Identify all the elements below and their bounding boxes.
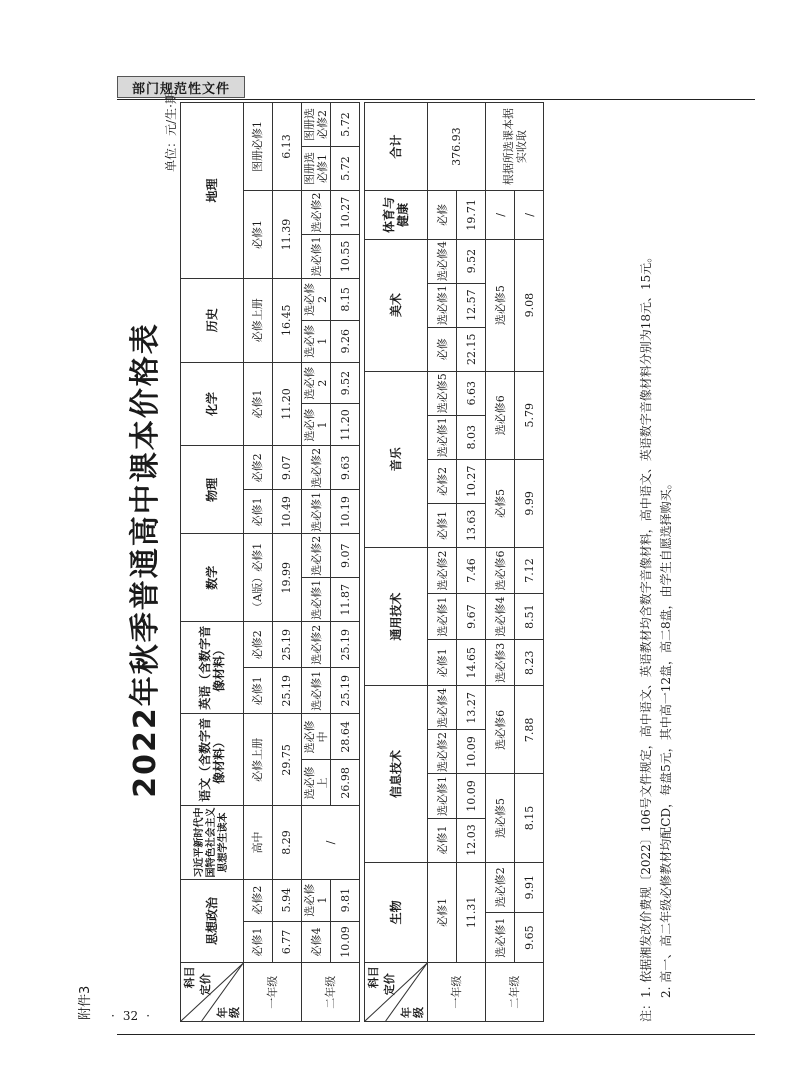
subject-header: 美术 <box>365 239 428 371</box>
footnotes <box>636 102 676 1022</box>
course-cell: 选必修1 <box>302 490 331 534</box>
course-cell: 必修1 <box>428 640 457 686</box>
course-cell: 选必修2 <box>302 622 331 668</box>
course-cell: 选必修4 <box>428 686 457 730</box>
price-cell: 5.94 <box>273 879 302 921</box>
price-cell: 25.19 <box>273 622 302 668</box>
course-cell: 选必修1 <box>302 578 331 622</box>
price-cell: 29.75 <box>273 714 302 806</box>
price-cell: 10.55 <box>331 234 360 278</box>
course-cell: 选必修2 <box>302 534 331 578</box>
price-cell: 11.87 <box>331 578 360 622</box>
price-cell: 9.65 <box>515 912 544 962</box>
course-cell: 选必修1 <box>428 415 457 459</box>
course-cell: 选必修1 <box>302 668 331 714</box>
subject-header: 合计 <box>365 103 428 191</box>
course-cell: 选必修1 <box>428 594 457 640</box>
course-cell: 图册必修1 <box>244 103 273 191</box>
price-cell: 7.88 <box>515 686 544 774</box>
subject-header: 通用技术 <box>365 547 428 685</box>
price-cell: 16.45 <box>273 278 302 362</box>
price-cell: 7.12 <box>515 547 544 593</box>
course-cell: 图册选必修2 <box>302 103 331 147</box>
table-corner: 科目 定价 年 级 <box>181 963 244 1022</box>
footnote: 2. 高一、高二年级必修教材均配CD，每盘5元，其中高一12盘，高二8盘，由学生自愿选择购买。 <box>659 477 673 998</box>
price-cell: 10.27 <box>457 459 486 503</box>
course-cell: 选必修6 <box>486 371 515 459</box>
subject-header: 思想政治 <box>181 879 244 963</box>
course-cell: 选必修1 <box>302 879 331 921</box>
course-cell: 选必修2 <box>302 278 331 320</box>
price-cell: 11.31 <box>457 862 486 963</box>
course-cell: 必修1 <box>244 490 273 534</box>
subject-header: 习近平新时代中国特色社会主义思想学生读本 <box>181 806 244 879</box>
price-cell: 25.19 <box>331 622 360 668</box>
rotated-page <box>70 90 695 1030</box>
course-cell: 选必修5 <box>486 239 515 371</box>
page-title: 2022年秋季普通高中课本价格表 <box>128 322 163 798</box>
course-cell: 必修上册 <box>244 278 273 362</box>
price-cell: 10.09 <box>457 774 486 818</box>
price-cell: 5.79 <box>515 371 544 459</box>
course-cell: 选必修1 <box>302 320 331 362</box>
course-cell: 必修2 <box>244 622 273 668</box>
course-cell: 选必修2 <box>486 862 515 912</box>
course-cell: 必修 <box>428 191 457 239</box>
course-cell: 选必修2 <box>302 362 331 404</box>
grade-label: 一年级 <box>428 963 486 1022</box>
course-cell: 选必修2 <box>302 190 331 234</box>
price-cell: 9.63 <box>331 446 360 490</box>
total-note: 根据所选课本据实收取 <box>486 103 544 191</box>
course-cell: 选必修上 <box>302 760 331 806</box>
price-cell: / <box>515 191 544 239</box>
footnote: 注：1. 依据湘发改价费规〔2022〕106号文件规定，高中语文、英语教材均含数字音像材料，高中语文、英语数字音像材料分别为18元、15元。 <box>639 250 653 1022</box>
subject-header: 音乐 <box>365 371 428 547</box>
price-cell: 11.20 <box>331 404 360 446</box>
price-cell: 10.27 <box>331 190 360 234</box>
price-cell: 9.52 <box>457 239 486 283</box>
course-cell: 必修1 <box>244 921 273 963</box>
subject-header: 地理 <box>181 103 244 279</box>
price-cell: 8.29 <box>273 806 302 879</box>
annex-label: 附件3 <box>78 985 93 1020</box>
price-cell: 19.71 <box>457 191 486 239</box>
price-cell: 9.26 <box>331 320 360 362</box>
price-cell: 10.49 <box>273 490 302 534</box>
price-cell: 9.08 <box>515 239 544 371</box>
price-cell: 14.65 <box>457 640 486 686</box>
course-cell: 选必修1 <box>302 404 331 446</box>
price-cell: 9.91 <box>515 862 544 912</box>
price-cell: 5.72 <box>331 103 360 147</box>
price-cell: 8.51 <box>515 594 544 640</box>
course-cell: 高中 <box>244 806 273 879</box>
price-cell: 8.03 <box>457 415 486 459</box>
price-cell: 9.67 <box>457 594 486 640</box>
page-number: · 32 · <box>111 1009 150 1023</box>
course-cell: 必修5 <box>486 459 515 547</box>
course-cell: 选必修2 <box>428 730 457 774</box>
subject-header: 物理 <box>181 446 244 534</box>
course-cell: / <box>486 191 515 239</box>
price-cell: 25.19 <box>331 668 360 714</box>
price-table-1 <box>180 102 360 1022</box>
price-cell: 8.15 <box>331 278 360 320</box>
course-cell: 必修4 <box>302 921 331 963</box>
price-cell: 7.46 <box>457 547 486 593</box>
course-cell: 必修上册 <box>244 714 273 806</box>
course-cell: 选必修2 <box>302 446 331 490</box>
section-banner: 部门规范性文件 <box>117 76 245 98</box>
footer-rule <box>117 1034 755 1035</box>
subject-header: 体育与健康 <box>365 191 428 239</box>
course-cell: 选必修2 <box>428 547 457 593</box>
subject-header: 数学 <box>181 534 244 622</box>
grade-label: 二年级 <box>486 963 544 1022</box>
course-cell: 图册选必修1 <box>302 147 331 191</box>
course-cell: 选必修6 <box>486 686 515 774</box>
price-cell: 6.63 <box>457 371 486 415</box>
course-cell: 选必修1 <box>302 234 331 278</box>
subject-header: 化学 <box>181 362 244 446</box>
price-tables <box>180 102 544 1022</box>
price-cell: 9.07 <box>273 446 302 490</box>
course-cell: 必修2 <box>428 459 457 503</box>
subject-header: 生物 <box>365 862 428 963</box>
price-cell: 6.13 <box>273 103 302 191</box>
price-cell: 9.52 <box>331 362 360 404</box>
price-cell: 9.07 <box>331 534 360 578</box>
grade-label: 一年级 <box>244 963 302 1022</box>
price-cell: 13.27 <box>457 686 486 730</box>
course-cell: （A版）必修1 <box>244 534 273 622</box>
unit-label: 单位：元/生·期 <box>164 92 178 172</box>
price-cell: 13.63 <box>457 503 486 547</box>
course-cell: 必修1 <box>244 362 273 446</box>
price-cell: 12.57 <box>457 283 486 327</box>
price-table-2 <box>364 102 544 1022</box>
price-cell: 26.98 <box>331 760 360 806</box>
course-cell: / <box>302 806 360 879</box>
price-cell: 9.99 <box>515 459 544 547</box>
course-cell: 选必修中 <box>302 714 331 760</box>
course-cell: 必修1 <box>428 818 457 862</box>
course-cell: 选必修6 <box>486 547 515 593</box>
price-cell: 6.77 <box>273 921 302 963</box>
price-cell: 10.09 <box>457 730 486 774</box>
course-cell: 必修 <box>428 327 457 371</box>
course-cell: 必修1 <box>428 503 457 547</box>
price-cell: 22.15 <box>457 327 486 371</box>
price-cell: 19.99 <box>273 534 302 622</box>
subject-header: 英语（含数字音像材料） <box>181 622 244 714</box>
price-cell: 28.64 <box>331 714 360 760</box>
course-cell: 选必修3 <box>486 640 515 686</box>
course-cell: 必修1 <box>428 862 457 963</box>
course-cell: 选必修5 <box>428 371 457 415</box>
grade-label: 二年级 <box>302 963 360 1022</box>
price-cell: 12.03 <box>457 818 486 862</box>
price-cell: 11.39 <box>273 190 302 278</box>
course-cell: 必修2 <box>244 446 273 490</box>
course-cell: 选必修1 <box>428 283 457 327</box>
price-cell: 8.15 <box>515 774 544 862</box>
course-cell: 必修1 <box>244 668 273 714</box>
price-cell: 10.09 <box>331 921 360 963</box>
price-cell: 9.81 <box>331 879 360 921</box>
course-cell: 选必修1 <box>428 774 457 818</box>
subject-header: 信息技术 <box>365 686 428 862</box>
price-cell: 8.23 <box>515 640 544 686</box>
course-cell: 选必修5 <box>486 774 515 862</box>
subject-header: 语文（含数字音像材料） <box>181 714 244 806</box>
course-cell: 必修2 <box>244 879 273 921</box>
course-cell: 选必修4 <box>486 594 515 640</box>
price-cell: 10.19 <box>331 490 360 534</box>
course-cell: 必修1 <box>244 190 273 278</box>
course-cell: 选必修1 <box>486 912 515 962</box>
subject-header: 历史 <box>181 278 244 362</box>
price-cell: 5.72 <box>331 147 360 191</box>
total-cell: 376.93 <box>428 103 486 191</box>
course-cell: 选必修4 <box>428 239 457 283</box>
table-corner: 科目 定价 年 级 <box>365 963 428 1022</box>
price-cell: 25.19 <box>273 668 302 714</box>
price-cell: 11.20 <box>273 362 302 446</box>
